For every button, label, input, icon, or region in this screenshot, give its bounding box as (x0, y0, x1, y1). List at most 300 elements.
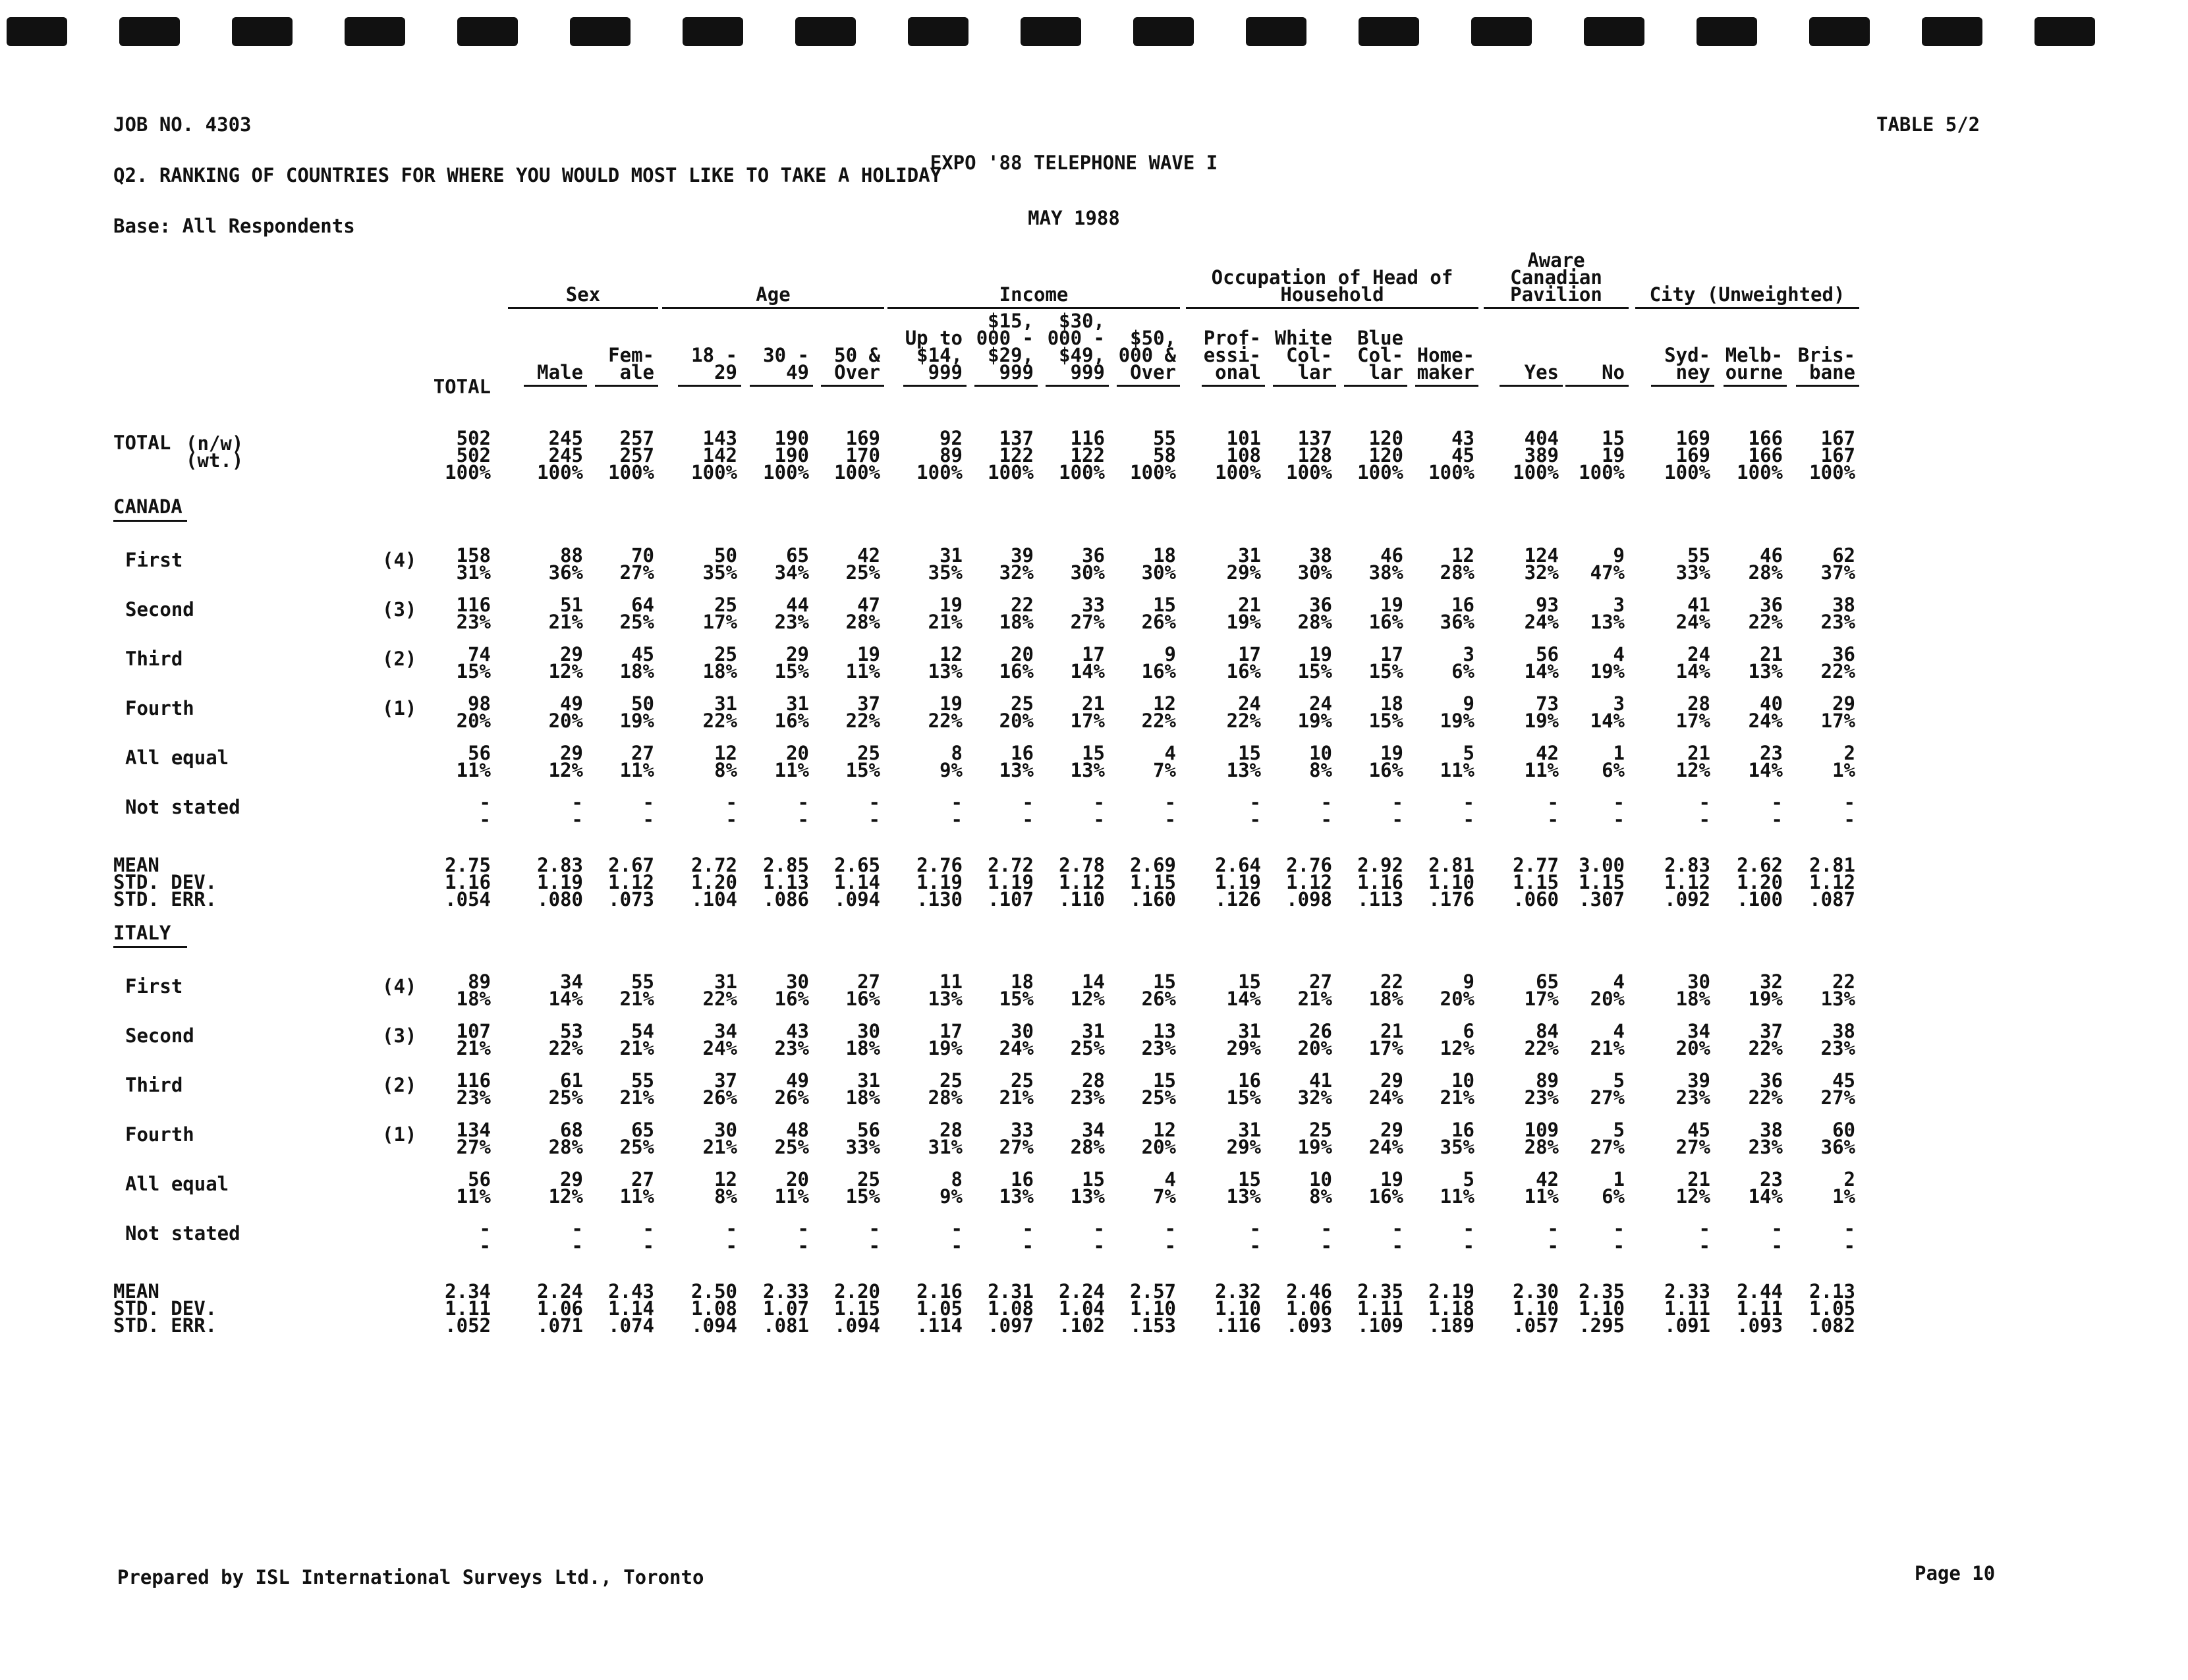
column-header-line: Melb- (1725, 344, 1783, 366)
data-row-cell (1254, 744, 1332, 779)
data-row-cell-line: - (1698, 791, 1710, 814)
data-row-cell-line: - (1391, 1218, 1403, 1240)
column-header-line: Home- (1417, 344, 1474, 366)
column-header-line: Col- (1357, 344, 1403, 366)
data-row-cell (1397, 544, 1474, 584)
data-row-cell (1183, 1069, 1261, 1109)
data-row-cell-line: 32% (999, 561, 1034, 584)
stats-labels (113, 1280, 217, 1337)
data-row-cell-line: 19% (1590, 660, 1625, 683)
data-row-cell-line: 34 (560, 970, 583, 993)
data-row-cell-line: 5 (1613, 1069, 1625, 1092)
data-row-cell (1027, 1218, 1105, 1257)
data-row-cell-line: - (1093, 791, 1105, 814)
data-row-cell-line: 15% (456, 660, 491, 683)
stats-cell (1633, 856, 1710, 908)
data-row-cell-line: 11% (456, 1185, 491, 1208)
group-header-0 (508, 283, 658, 306)
data-row-cell (1633, 692, 1710, 732)
data-row-cell-line: 20% (1141, 1136, 1176, 1158)
data-row-cell-line: 16% (774, 710, 809, 732)
group-header-line: Household (1280, 283, 1384, 306)
stats-cell-line: 1.10 (1513, 1297, 1559, 1320)
stats-cell-line: 2.46 (1286, 1280, 1332, 1302)
data-row-cell-line: 28% (845, 611, 880, 633)
stats-cell-line: 1.10 (1428, 871, 1474, 893)
data-row-cell (1027, 970, 1105, 1010)
data-row-cell-line: - (725, 1218, 737, 1240)
data-row-cell-line: 38 (1760, 1119, 1783, 1141)
stats-cell-line: .080 (537, 888, 583, 910)
data-row-cell (505, 1121, 583, 1156)
data-row-cell (1098, 1218, 1176, 1257)
data-row-cell-line: 4 (1613, 643, 1625, 665)
column-rule (524, 385, 587, 387)
row-score: (2) (382, 1074, 417, 1096)
data-row-cell (505, 1069, 583, 1109)
total-sublabel-line: (n/w) (186, 432, 244, 455)
data-row-cell-line: 116 (456, 1069, 491, 1092)
total-row-label: TOTAL (113, 432, 171, 454)
data-row-cell (1098, 1121, 1176, 1156)
data-row-cell-line: - (868, 791, 880, 814)
data-row-cell (576, 1069, 654, 1109)
column-rule (678, 385, 741, 387)
data-row-cell-line: 36% (548, 561, 583, 584)
data-row-cell-line: 24% (1368, 1136, 1403, 1158)
stats-cell (1027, 856, 1105, 908)
data-row-cell-line: 14% (1070, 660, 1105, 683)
data-row-cell-line: 31% (928, 1136, 963, 1158)
data-row-cell (802, 643, 880, 683)
data-row-cell (413, 970, 491, 1010)
column-rule (821, 385, 884, 387)
data-row-cell (413, 1022, 491, 1057)
group-rule (1484, 307, 1629, 309)
stats-cell-line: 1.10 (1215, 1297, 1261, 1320)
data-row-cell-line: - (1843, 1235, 1855, 1257)
column-header-line: 49 (786, 361, 809, 383)
stats-cell-line: .160 (1130, 888, 1176, 910)
data-row-cell-line: 3 (1463, 643, 1474, 665)
data-row-cell (413, 1218, 491, 1257)
column-header-0 (413, 376, 491, 398)
total-row-cell-line: 100% (1357, 461, 1403, 484)
total-row-cell-line: 128 (1297, 444, 1332, 466)
data-row-cell (1326, 791, 1403, 831)
data-row-cell (1705, 744, 1783, 779)
data-row-cell-line: 10 (1309, 742, 1332, 764)
data-row-cell (1254, 594, 1332, 633)
column-header-line: essi- (1203, 344, 1261, 366)
row-label: Third (125, 1074, 183, 1096)
data-row-cell-line: 45 (1832, 1069, 1855, 1092)
data-row-cell-line: 2 (1843, 742, 1855, 764)
column-header-line: $29, (988, 344, 1034, 366)
column-rule (1724, 385, 1787, 387)
stats-cell-line: 1.15 (1579, 871, 1625, 893)
data-row-cell-line: 18% (702, 660, 737, 683)
data-row-cell-line: 14 (1082, 970, 1105, 993)
data-row-cell-line: 32 (1760, 970, 1783, 993)
data-row-cell-line: 21 (1687, 742, 1710, 764)
data-row-cell (659, 970, 737, 1010)
data-row-cell-line: 25 (714, 594, 737, 616)
column-header-line: lar (1297, 361, 1332, 383)
stats-cell-line: 1.19 (988, 871, 1034, 893)
data-row-cell (576, 1121, 654, 1156)
data-row-cell-line: 56 (468, 742, 491, 764)
data-row-cell-line: 11% (619, 1185, 654, 1208)
data-row-cell-line: 17% (1368, 1037, 1403, 1059)
data-row-cell-line: 25% (774, 1136, 809, 1158)
stats-cell-line: 1.07 (763, 1297, 809, 1320)
section-title-italy: ITALY (113, 922, 171, 944)
data-row-cell-line: - (1547, 1218, 1559, 1240)
total-row-cell-line: 100% (916, 461, 963, 484)
column-header-10 (1183, 329, 1261, 381)
stats-cell (1633, 1280, 1710, 1337)
total-row-cell-line: 167 (1820, 444, 1855, 466)
stats-cell-line: .094 (834, 1314, 880, 1337)
data-row-cell-line: 27 (631, 1168, 654, 1190)
data-row-cell-line: - (1164, 808, 1176, 831)
data-row-cell (659, 1218, 737, 1257)
data-row-cell-line: 21% (1440, 1086, 1474, 1109)
data-row-cell-line: 36 (1760, 594, 1783, 616)
stats-cell-line: 2.81 (1428, 854, 1474, 876)
data-row-cell-line: 23% (1141, 1037, 1176, 1059)
data-row-cell-line: - (797, 808, 809, 831)
data-row-cell (1326, 692, 1403, 732)
total-row-cell (1633, 427, 1710, 484)
column-rule (1202, 385, 1265, 387)
data-row-cell-line: 21% (619, 1086, 654, 1109)
total-row-cell-line: 137 (999, 427, 1034, 449)
data-row-cell-line: 28% (1070, 1136, 1105, 1158)
data-row-cell-line: 23% (1748, 1136, 1783, 1158)
stats-cell-line: .107 (988, 888, 1034, 910)
total-row-cell-line: 15 (1602, 427, 1625, 449)
data-row-cell-line: 8 (951, 742, 963, 764)
data-row-cell-line: 34% (774, 561, 809, 584)
total-row-cell-line: 100% (834, 461, 880, 484)
stats-cell-line: .074 (608, 1314, 654, 1337)
data-row-cell (1326, 1168, 1403, 1208)
column-rule (1415, 385, 1478, 387)
data-row-cell-line: 11% (619, 759, 654, 781)
stats-cell-line: 1.15 (1130, 871, 1176, 893)
data-row-cell-line: 27% (619, 561, 654, 584)
data-row-cell (576, 1022, 654, 1057)
data-row-cell-line: 30 (857, 1020, 880, 1042)
data-row-cell (1633, 1022, 1710, 1057)
data-row-cell-line: 15 (1153, 594, 1176, 616)
data-row-cell-line: 65 (786, 544, 809, 567)
data-row-cell (1547, 744, 1625, 779)
data-row-cell (802, 1022, 880, 1057)
data-row-cell (1778, 643, 1855, 683)
data-row-cell (885, 970, 963, 1010)
data-row-cell-line: - (1843, 791, 1855, 814)
data-row-cell-line: 55 (631, 1069, 654, 1092)
data-row-cell-line: - (1613, 791, 1625, 814)
data-row-cell-line: 29% (1226, 1136, 1261, 1158)
data-row-cell-line: 18 (1380, 692, 1403, 715)
data-row-cell-line: 19% (1748, 988, 1783, 1010)
column-header-7 (956, 312, 1034, 381)
group-header-2 (887, 283, 1180, 306)
data-row-cell-line: 39 (1687, 1069, 1710, 1092)
data-row-cell (659, 1069, 737, 1109)
stats-cell-line: .126 (1215, 888, 1261, 910)
data-row-cell-line: - (1320, 808, 1332, 831)
data-row-cell-line: - (1771, 1218, 1783, 1240)
data-row-cell (505, 1168, 583, 1208)
question-text: Q2. RANKING OF COUNTRIES FOR WHERE YOU WOULD MOST LIKE TO TAKE A HOLIDAY (113, 164, 942, 186)
total-row-cell (731, 427, 809, 484)
data-row-cell-line: - (951, 1235, 963, 1257)
data-row-cell-line: 19% (1524, 710, 1559, 732)
data-row-cell-line: 21% (1297, 988, 1332, 1010)
data-row-cell-line: 12 (1153, 692, 1176, 715)
total-row-cell-line: 169 (845, 427, 880, 449)
data-row-cell-line: 18 (1153, 544, 1176, 567)
data-row-cell (1326, 643, 1403, 683)
data-row-cell-line: 16% (1368, 611, 1403, 633)
data-row-cell-line: - (1249, 1235, 1261, 1257)
stats-cell-line: .109 (1357, 1314, 1403, 1337)
data-row-cell-line: 36 (1832, 643, 1855, 665)
data-row-cell-line: 37 (714, 1069, 737, 1092)
total-row-cell-line: 100% (1428, 461, 1474, 484)
data-row-cell-line: 51 (560, 594, 583, 616)
data-row-cell-line: 25% (845, 561, 880, 584)
data-row-cell (1183, 544, 1261, 584)
data-row-cell-line: - (797, 1218, 809, 1240)
data-row-cell-line: 19 (1380, 742, 1403, 764)
data-row-cell-line: 12 (714, 742, 737, 764)
data-row-cell-line: 24% (1524, 611, 1559, 633)
row-score: (3) (382, 1024, 417, 1047)
total-row-cell-line: 122 (1070, 444, 1105, 466)
data-row-cell-line: 19% (619, 710, 654, 732)
stats-cell-line: .054 (445, 888, 491, 910)
data-row-cell-line: 46 (1760, 544, 1783, 567)
total-row-cell-line: 92 (940, 427, 963, 449)
data-row-cell-line: 61 (560, 1069, 583, 1092)
data-row-cell-line: 13% (1820, 988, 1855, 1010)
data-row-cell (1098, 643, 1176, 683)
data-row-cell-line: 1% (1832, 759, 1855, 781)
data-row-cell (1633, 791, 1710, 831)
data-row-cell-line: 20 (786, 1168, 809, 1190)
data-row-cell-line: 11% (774, 759, 809, 781)
data-row-cell-line: 25 (1011, 692, 1034, 715)
data-row-cell-line: 31 (714, 970, 737, 993)
stats-cell-line: 1.08 (988, 1297, 1034, 1320)
data-row-cell (1633, 1069, 1710, 1109)
data-row-cell-line: 93 (1536, 594, 1559, 616)
data-row-cell-line: 25 (857, 1168, 880, 1190)
data-row-cell-line: 29 (786, 643, 809, 665)
data-row-cell-line: 28 (1082, 1069, 1105, 1092)
data-row-cell-line: 16 (1451, 1119, 1474, 1141)
data-row-cell-line: 8% (714, 759, 737, 781)
data-row-cell (1397, 692, 1474, 732)
data-row-cell-line: - (571, 1218, 583, 1240)
data-row-cell-line: 16% (1226, 660, 1261, 683)
data-row-cell-line: - (1320, 1218, 1332, 1240)
data-row-cell-line: 31 (714, 692, 737, 715)
data-row-cell-line: 45 (631, 643, 654, 665)
data-row-cell-line: 73 (1536, 692, 1559, 715)
column-header-line: No (1602, 361, 1625, 383)
stats-cell-line: .100 (1737, 888, 1783, 910)
stats-cell-line: 2.76 (916, 854, 963, 876)
data-row-cell-line: - (725, 1235, 737, 1257)
total-row-cell-line: 502 (456, 427, 491, 449)
data-row-cell (802, 791, 880, 831)
data-row-cell-line: - (1249, 1218, 1261, 1240)
data-row-cell (1254, 1121, 1332, 1156)
data-row-cell (505, 744, 583, 779)
data-row-cell-line: 47 (857, 594, 880, 616)
data-row-cell (505, 594, 583, 633)
data-row-cell (1183, 744, 1261, 779)
column-header-line: Over (1130, 361, 1176, 383)
data-row-cell-line: 11% (1524, 759, 1559, 781)
stats-label-line: MEAN (113, 1280, 159, 1302)
data-row-cell (1326, 744, 1403, 779)
data-row-cell-line: 17 (1238, 643, 1261, 665)
stats-cell (956, 1280, 1034, 1337)
data-row-cell (1098, 692, 1176, 732)
data-row-cell-line: 9 (1613, 544, 1625, 567)
data-row-cell-line: 70 (631, 544, 654, 567)
total-row-cell-line: 19 (1602, 444, 1625, 466)
column-header-line: TOTAL (433, 376, 491, 398)
column-rule (1500, 385, 1563, 387)
data-row-cell (1098, 970, 1176, 1010)
job-number: JOB NO. 4303 (113, 113, 252, 136)
column-header-2 (576, 344, 654, 383)
data-row-cell-line: 68 (560, 1119, 583, 1141)
data-row-cell-line: 7% (1153, 759, 1176, 781)
column-header-4 (731, 344, 809, 383)
data-row-cell-line: 13% (1748, 660, 1783, 683)
data-row-cell-line: 21% (702, 1136, 737, 1158)
data-row-cell-line: 18% (845, 1086, 880, 1109)
stats-cell-line: 1.12 (608, 871, 654, 893)
data-row-cell-line: 9% (940, 1185, 963, 1208)
data-row-cell-line: - (951, 1218, 963, 1240)
data-row-cell-line: 16 (1238, 1069, 1261, 1092)
data-row-cell-line: 15% (845, 1185, 880, 1208)
base-text: Base: All Respondents (113, 215, 355, 237)
data-row-cell (885, 1022, 963, 1057)
data-row-cell-line: - (1771, 808, 1783, 831)
stats-cell-line: 1.08 (691, 1297, 737, 1320)
data-row-cell-line: 18% (999, 611, 1034, 633)
data-row-cell-line: 37 (1760, 1020, 1783, 1042)
data-row-cell (505, 970, 583, 1010)
data-row-cell-line: - (1249, 808, 1261, 831)
data-row-cell-line: 41 (1687, 594, 1710, 616)
data-row-cell-line: 21 (1082, 692, 1105, 715)
data-row-cell (1027, 1121, 1105, 1156)
data-row-cell-line: 28% (1524, 1136, 1559, 1158)
data-row-cell (956, 1121, 1034, 1156)
data-row-cell-line: 34 (1687, 1020, 1710, 1042)
data-row-cell-line: 38 (1309, 544, 1332, 567)
data-row-cell-line: 19% (1440, 710, 1474, 732)
data-row-cell-line: 15% (845, 759, 880, 781)
data-row-cell-line: 22% (702, 988, 737, 1010)
data-row-cell (1027, 791, 1105, 831)
data-row-cell (576, 1218, 654, 1257)
stats-cell-line: 2.24 (1059, 1280, 1105, 1302)
data-row-cell (1778, 594, 1855, 633)
data-row-cell (956, 594, 1034, 633)
data-row-cell-line: 1 (1613, 1168, 1625, 1190)
data-row-cell-line: 24% (1675, 611, 1710, 633)
data-row-cell-line: 23% (1820, 611, 1855, 633)
data-row-cell-line: 31 (786, 692, 809, 715)
data-row-cell (1778, 970, 1855, 1010)
data-row-cell (802, 1168, 880, 1208)
data-row-cell-line: 24 (1238, 692, 1261, 715)
data-row-cell-line: 21% (928, 611, 963, 633)
stats-cell-line: .091 (1664, 1314, 1710, 1337)
data-row-cell (1705, 594, 1783, 633)
group-header-line: Pavilion (1510, 283, 1602, 306)
data-row-cell (659, 744, 737, 779)
column-header-3 (659, 344, 737, 383)
data-row-cell-line: 15% (1297, 660, 1332, 683)
data-row-cell-line: 26 (1309, 1020, 1332, 1042)
row-score: (3) (382, 598, 417, 621)
stats-cell-line: 1.20 (691, 871, 737, 893)
stats-cell-line: 2.81 (1809, 854, 1855, 876)
stats-labels (113, 856, 217, 908)
data-row-cell-line: 9 (1164, 643, 1176, 665)
data-row-cell (1397, 1121, 1474, 1156)
stats-cell-line: 1.16 (1357, 871, 1403, 893)
data-row-cell (956, 744, 1034, 779)
data-row-cell-line: 16% (1141, 660, 1176, 683)
row-label: First (125, 549, 183, 571)
data-row-cell (659, 692, 737, 732)
column-header-line: 999 (928, 361, 963, 383)
data-row-cell-line: 29 (560, 643, 583, 665)
data-row-cell (1098, 1022, 1176, 1057)
data-row-cell-line: 18% (456, 988, 491, 1010)
data-row-cell (1397, 1022, 1474, 1057)
group-header-line: Aware (1527, 249, 1585, 271)
data-row-cell-line: 22% (1226, 710, 1261, 732)
data-row-cell-line: 5 (1463, 742, 1474, 764)
total-row-cell-line: 100% (763, 461, 809, 484)
table-number: TABLE 5/2 (1876, 113, 1980, 136)
stats-cell (659, 856, 737, 908)
total-row-cell-line: 100% (1513, 461, 1559, 484)
data-row-cell (1027, 1168, 1105, 1208)
total-row-cell (505, 427, 583, 484)
data-row-cell-line: 13% (999, 1185, 1034, 1208)
stats-cell-line: .153 (1130, 1314, 1176, 1337)
data-row-cell (659, 544, 737, 584)
